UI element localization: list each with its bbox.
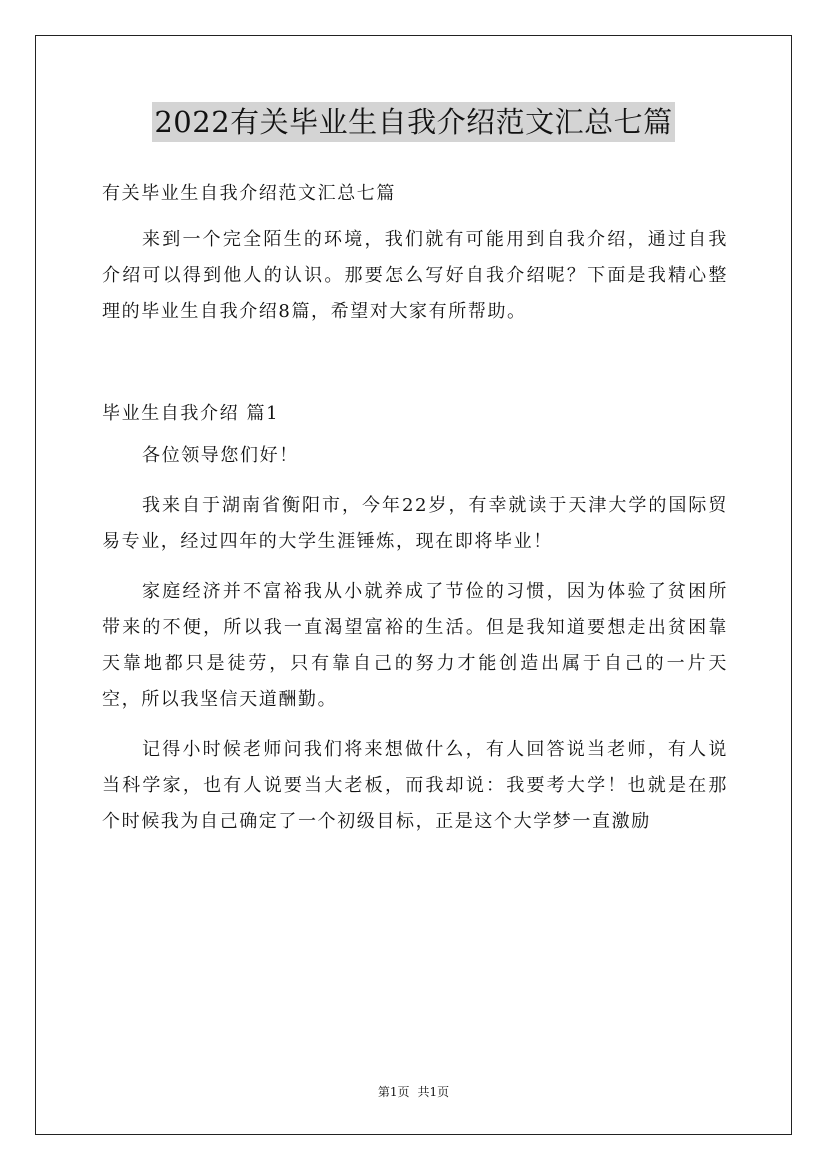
section-heading: 毕业生自我介绍 篇1 <box>102 403 280 424</box>
document-body <box>102 176 728 840</box>
paragraph-family: 家庭经济并不富裕我从小就养成了节俭的习惯，因为体验了贫困所带来的不便，所以我一直渴望富裕的生活。但是我知道要想走出贫困靠天靠地都只是徒劳，只有靠自己的努力才能创造出属于自己的一片天空，所以我坚信天道酬勤。 <box>102 581 728 710</box>
intro-paragraph: 来到一个完全陌生的环境，我们就有可能用到自我介绍，通过自我介绍可以得到他人的认识。那要怎么写好自我介绍呢？下面是我精心整理的毕业生自我介绍8篇，希望对大家有所帮助。 <box>102 229 728 322</box>
paragraph-greeting: 各位领导您们好！ <box>142 445 299 466</box>
page-number: 第1页 <box>377 1085 410 1099</box>
document-title: 2022有关毕业生自我介绍范文汇总七篇 <box>152 102 674 142</box>
paragraph-childhood: 记得小时候老师问我们将来想做什么，有人回答说当老师，有人说当科学家，也有人说要当大老板，而我却说：我要考大学！也就是在那个时候我为自己确定了一个初级目标，正是这个大学梦一直激励 <box>102 739 728 832</box>
document-subtitle: 有关毕业生自我介绍范文汇总七篇 <box>102 183 396 204</box>
page-footer <box>0 1083 827 1101</box>
title-container <box>0 102 827 142</box>
page-total: 共1页 <box>417 1085 450 1099</box>
paragraph-background: 我来自于湖南省衡阳市，今年22岁，有幸就读于天津大学的国际贸易专业，经过四年的大学生涯锤炼，现在即将毕业！ <box>102 495 728 552</box>
